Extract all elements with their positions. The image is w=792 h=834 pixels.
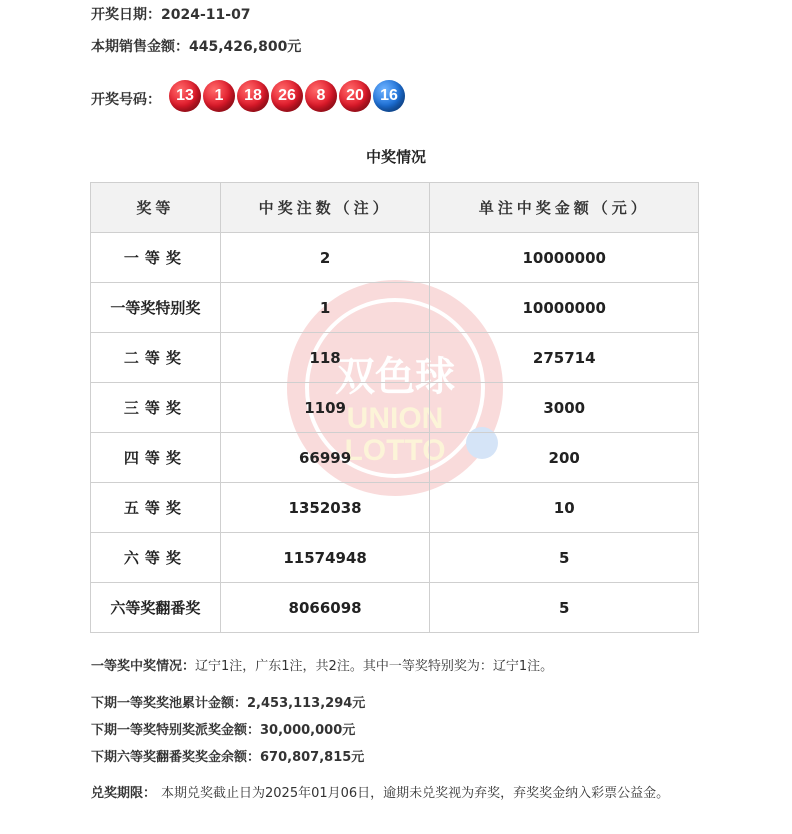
prize-amount: 10000000	[430, 283, 699, 333]
header-count: 中奖注数（注）	[220, 183, 430, 233]
red-ball: 8	[305, 80, 337, 112]
header-amount: 单注中奖金额（元）	[430, 183, 699, 233]
red-ball: 20	[339, 80, 371, 112]
claim-deadline-text: 本期兑奖截止日为2025年01月06日，逾期未兑奖视为弃奖，弃奖奖金纳入彩票公益金。	[161, 786, 670, 801]
winner-count: 1352038	[220, 483, 430, 533]
draw-date-line	[91, 4, 251, 24]
prize-level: 二等奖	[91, 333, 221, 383]
winner-count: 1109	[220, 383, 430, 433]
prize-level: 六等奖	[91, 533, 221, 583]
prize-amount: 275714	[430, 333, 699, 383]
winner-count: 118	[220, 333, 430, 383]
table-row	[91, 583, 699, 633]
prize-level: 四等奖	[91, 433, 221, 483]
header-level: 奖等	[91, 183, 221, 233]
sales-value: 445,426,800元	[189, 39, 302, 55]
winner-count: 11574948	[220, 533, 430, 583]
sales-line	[91, 36, 301, 56]
jackpot-pool	[91, 692, 365, 711]
prize-amount: 10	[430, 483, 699, 533]
claim-deadline-label: 兑奖期限：	[91, 786, 157, 801]
winner-count: 2	[220, 233, 430, 283]
draw-date-value: 2024-11-07	[161, 7, 251, 23]
prize-level: 三等奖	[91, 383, 221, 433]
first-prize-info	[91, 655, 553, 674]
table-row	[91, 233, 699, 283]
winner-count: 1	[220, 283, 430, 333]
jackpot-pool-value: 2,453,113,294元	[247, 696, 366, 711]
red-ball: 26	[271, 80, 303, 112]
special-prize-label: 下期一等奖特别奖派奖金额：	[91, 723, 261, 738]
table-row	[91, 383, 699, 433]
special-prize-amount	[91, 719, 355, 738]
claim-deadline	[91, 784, 711, 804]
winning-numbers	[169, 80, 405, 112]
winner-count: 8066098	[220, 583, 430, 633]
table-row	[91, 283, 699, 333]
watermark-en2: LOTTO	[344, 434, 446, 467]
watermark-cn: 双色球	[335, 354, 455, 400]
table-row	[91, 333, 699, 383]
table-row	[91, 433, 699, 483]
red-ball: 18	[237, 80, 269, 112]
sales-label: 本期销售金额：	[91, 39, 189, 55]
blue-ball: 16	[373, 80, 405, 112]
watermark-en1: UNION	[346, 402, 444, 435]
prize-amount: 10000000	[430, 233, 699, 283]
prize-level: 五等奖	[91, 483, 221, 533]
double-prize-value: 670,807,815元	[260, 750, 365, 765]
first-prize-info-value: 辽宁1注，广东1注，共2注。其中一等奖特别奖为：辽宁1注。	[195, 659, 554, 674]
double-prize-label: 下期六等奖翻番奖奖金余额：	[91, 750, 261, 765]
table-row	[91, 533, 699, 583]
double-prize-balance	[91, 746, 364, 765]
prize-amount: 5	[430, 583, 699, 633]
prize-level: 一等奖	[91, 233, 221, 283]
prize-table	[90, 182, 699, 633]
winning-numbers-label: 开奖号码：	[91, 92, 161, 108]
prize-level: 六等奖翻番奖	[91, 583, 221, 633]
first-prize-info-label: 一等奖中奖情况：	[91, 659, 196, 674]
table-header-row	[91, 183, 699, 233]
table-row	[91, 483, 699, 533]
prize-amount: 200	[430, 433, 699, 483]
red-ball: 1	[203, 80, 235, 112]
prize-amount: 3000	[430, 383, 699, 433]
special-prize-value: 30,000,000元	[260, 723, 356, 738]
prize-level: 一等奖特别奖	[91, 283, 221, 333]
red-ball: 13	[169, 80, 201, 112]
section-title: 中奖情况	[365, 148, 426, 166]
winner-count: 66999	[220, 433, 430, 483]
jackpot-pool-label: 下期一等奖奖池累计金额：	[91, 696, 248, 711]
draw-date-label: 开奖日期：	[91, 7, 161, 23]
prize-amount: 5	[430, 533, 699, 583]
